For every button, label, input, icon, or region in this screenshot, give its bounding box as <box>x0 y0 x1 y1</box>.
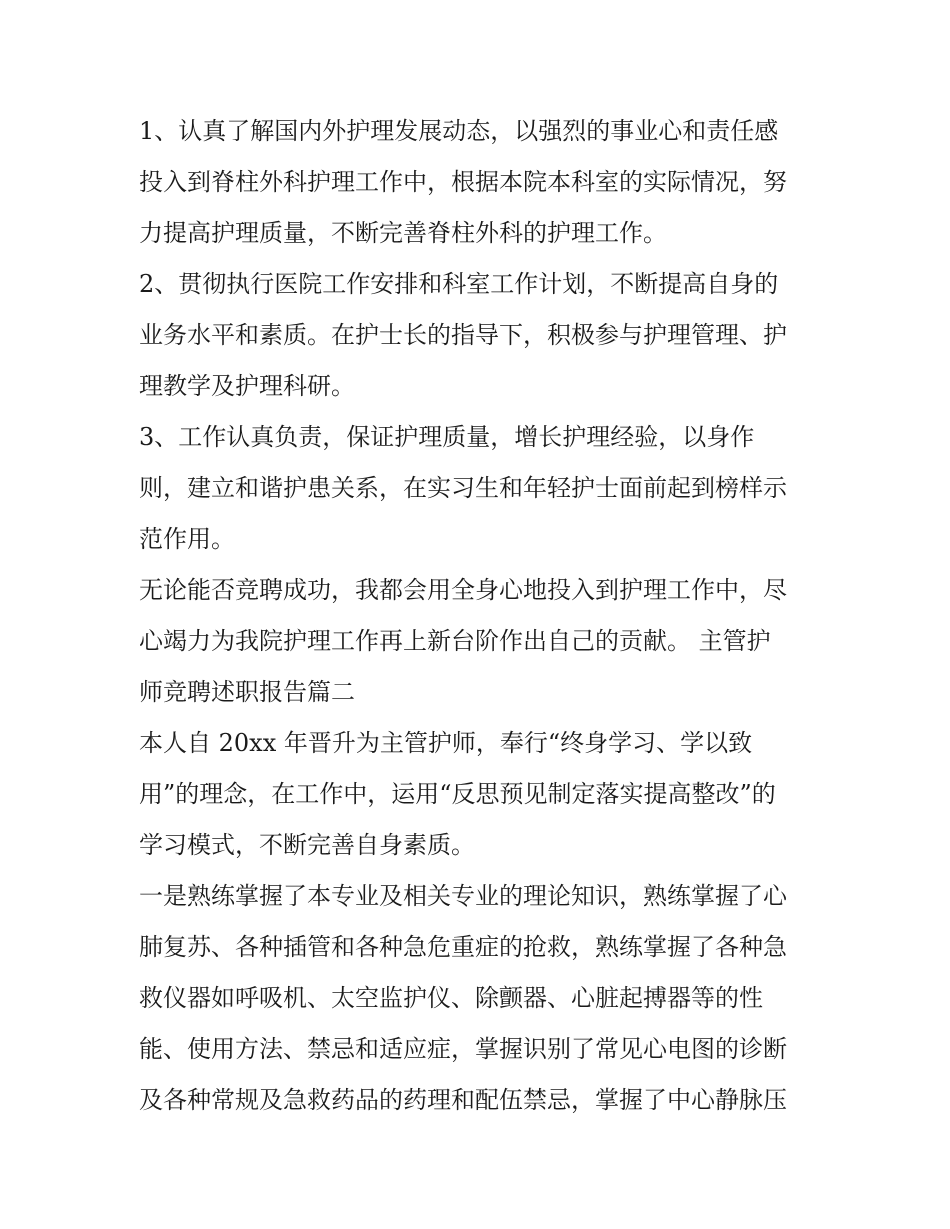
text-line-3: 力提高护理质量，不断完善脊柱外科的护理工作。 <box>139 219 667 247</box>
text-line-16: 一是熟练掌握了本专业及相关专业的理论知识，熟练掌握了心 <box>139 882 787 910</box>
text-line-12: 师竞聘述职报告篇二 <box>139 678 355 706</box>
text-line-18: 救仪器如呼吸机、太空监护仪、除颤器、心脏起搏器等的性 <box>139 984 763 1012</box>
text-line-14: 用”的理念，在工作中，运用“反思预见制定落实提高整改”的 <box>139 780 776 808</box>
text-line-13: 本人自 20xx 年晋升为主管护师，奉行“终身学习、学以致 <box>139 729 753 757</box>
text-line-10: 无论能否竞聘成功，我都会用全身心地投入到护理工作中，尽 <box>139 576 787 604</box>
document-body <box>139 106 819 1126</box>
text-line-20: 及各种常规及急救药品的药理和配伍禁忌，掌握了中心静脉压 <box>139 1086 787 1114</box>
text-line-15: 学习模式，不断完善自身素质。 <box>139 831 475 859</box>
text-line-5: 业务水平和素质。在护士长的指导下，积极参与护理管理、护 <box>139 321 787 349</box>
text-line-4: 2、贯彻执行医院工作安排和科室工作计划，不断提高自身的 <box>139 270 779 298</box>
text-line-9: 范作用。 <box>139 525 235 553</box>
text-line-8: 则，建立和谐护患关系，在实习生和年轻护士面前起到榜样示 <box>139 474 787 502</box>
text-line-19: 能、使用方法、禁忌和适应症，掌握识别了常见心电图的诊断 <box>139 1035 787 1063</box>
text-line-1: 1、认真了解国内外护理发展动态，以强烈的事业心和责任感 <box>139 117 779 145</box>
text-line-6: 理教学及护理科研。 <box>139 372 355 400</box>
text-line-17: 肺复苏、各种插管和各种急危重症的抢救，熟练掌握了各种急 <box>139 933 787 961</box>
text-line-2: 投入到脊柱外科护理工作中，根据本院本科室的实际情况，努 <box>139 168 787 196</box>
text-line-11: 心竭力为我院护理工作再上新台阶作出自己的贡献。 主管护 <box>139 627 771 655</box>
text-line-7: 3、工作认真负责，保证护理质量，增长护理经验，以身作 <box>139 423 755 451</box>
